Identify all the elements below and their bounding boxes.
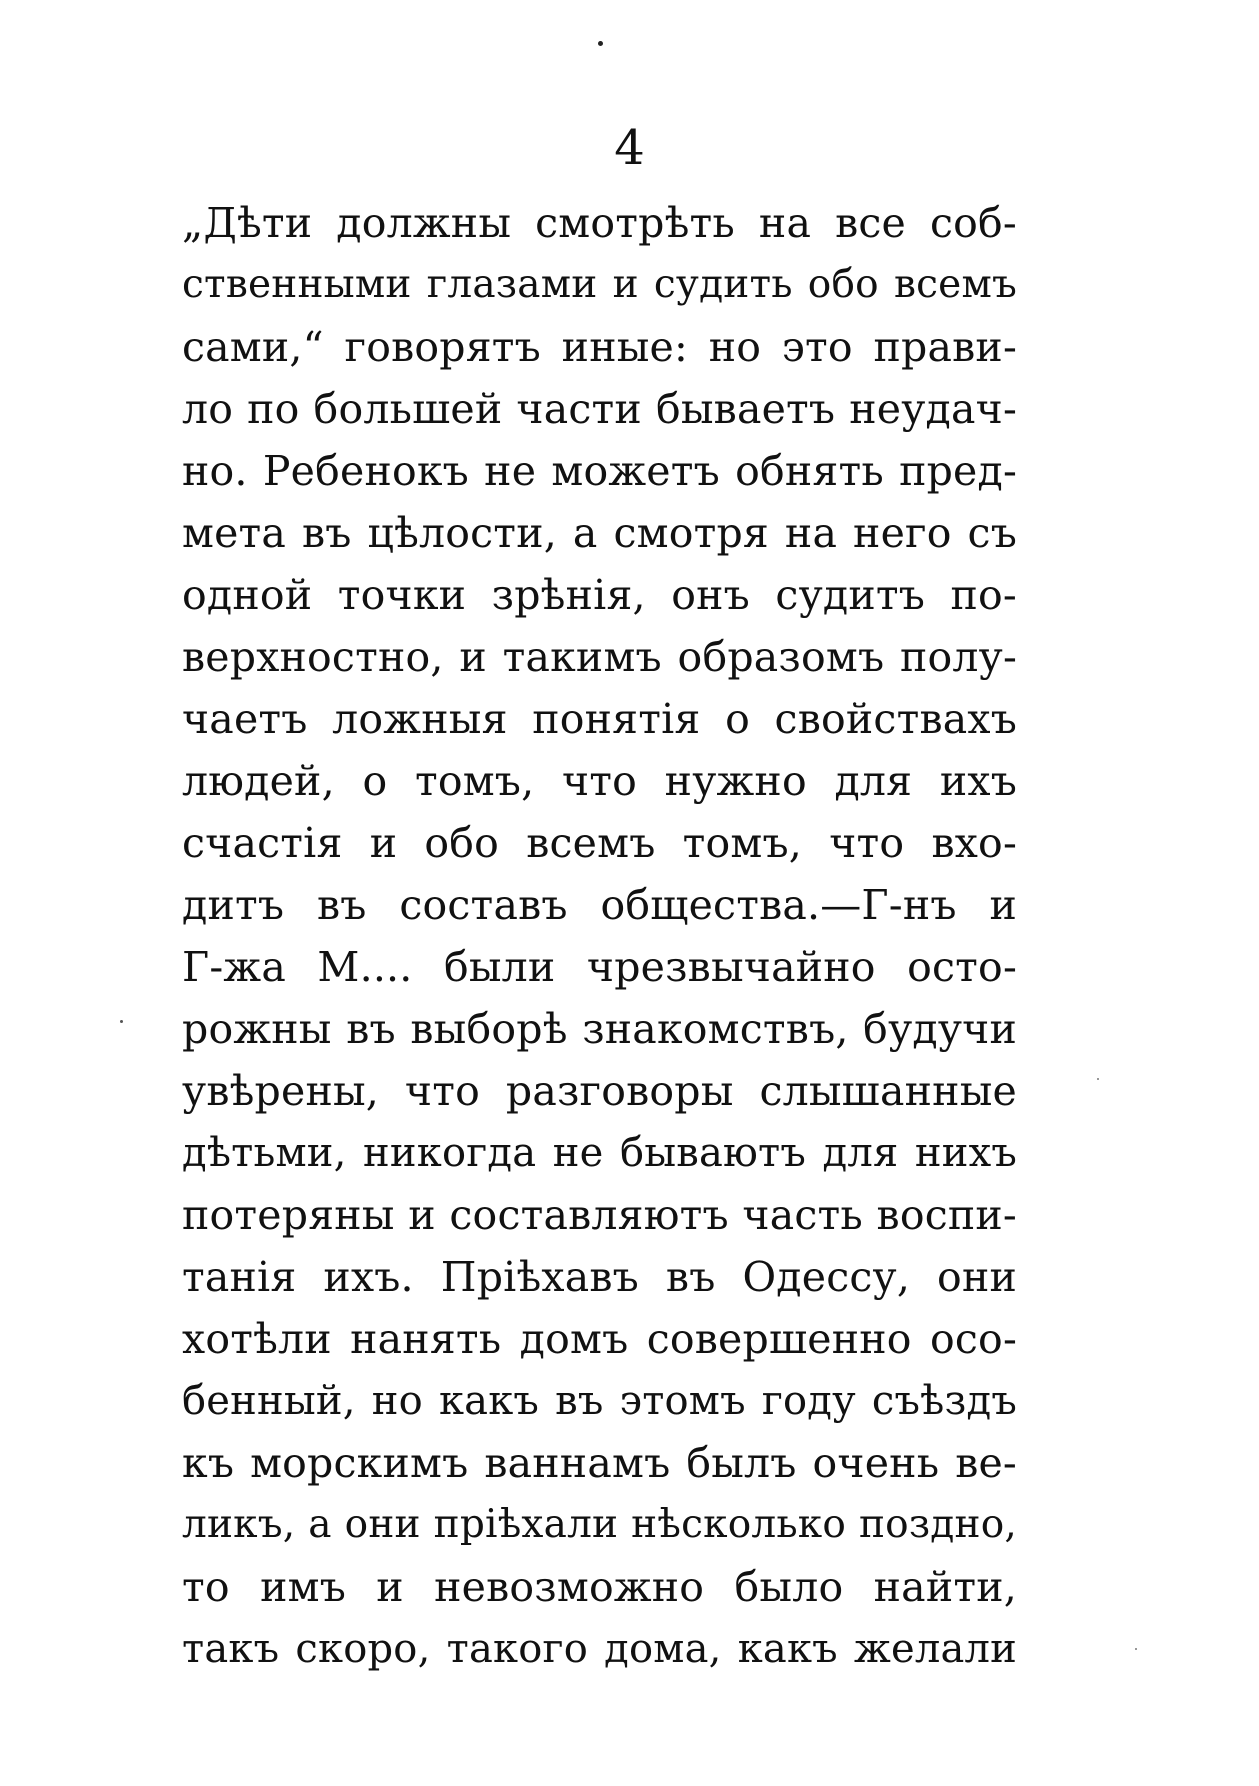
text-line: дѣтьми, никогда не бываютъ для нихъ <box>182 1130 1017 1176</box>
text-line: сами,“ говорятъ иные: но это прави- <box>182 323 1017 371</box>
text-line: то имъ и невозможно было найти, <box>182 1563 1017 1611</box>
ink-speck <box>1135 1648 1137 1650</box>
text-line: хотѣли нанять домъ совершенно осо- <box>182 1315 1017 1363</box>
text-line: потеряны и составляютъ часть воспи- <box>182 1191 1017 1239</box>
text-line: счастія и обо всемъ томъ, что вхо- <box>182 819 1017 867</box>
text-line: людей, о томъ, что нужно для ихъ <box>182 757 1017 805</box>
text-line: одной точки зрѣнія, онъ судитъ по- <box>182 571 1017 619</box>
text-line: верхностно, и такимъ образомъ полу- <box>182 633 1017 681</box>
text-line: ликъ, а они пріѣхали нѣсколько поздно, <box>182 1502 1017 1547</box>
text-line: чаетъ ложныя понятія о свойствахъ <box>182 695 1017 743</box>
text-line: рожны въ выборѣ знакомствъ, будучи <box>182 1005 1017 1053</box>
text-line: ло по большей части бываетъ неудач- <box>182 385 1017 433</box>
text-line: къ морскимъ ваннамъ былъ очень ве- <box>182 1439 1017 1487</box>
text-line: танія ихъ. Пріѣхавъ въ Одессу, они <box>182 1253 1017 1301</box>
page-number: 4 <box>614 120 645 176</box>
text-line: Г-жа М.... были чрезвычайно осто- <box>182 943 1017 991</box>
text-line: мета въ цѣлости, а смотря на него съ <box>182 509 1017 557</box>
text-line: бенный, но какъ въ этомъ году съѣздъ <box>182 1378 1017 1424</box>
text-line: но. Ребенокъ не можетъ обнять пред- <box>182 447 1017 495</box>
text-line: дитъ въ составъ общества.—Г-нъ и <box>182 881 1017 929</box>
text-line: увѣрены, что разговоры слышанные <box>182 1067 1017 1115</box>
text-line: ственными глазами и судить обо всемъ <box>182 262 1017 307</box>
ink-speck <box>1097 1078 1099 1080</box>
text-line: такъ скоро, такого дома, какъ желали <box>182 1626 1017 1672</box>
ink-speck <box>598 41 603 46</box>
text-line: „Дѣти должны смотрѣть на все соб- <box>182 199 1017 247</box>
body-text <box>182 192 1017 1680</box>
ink-speck <box>120 1020 123 1023</box>
